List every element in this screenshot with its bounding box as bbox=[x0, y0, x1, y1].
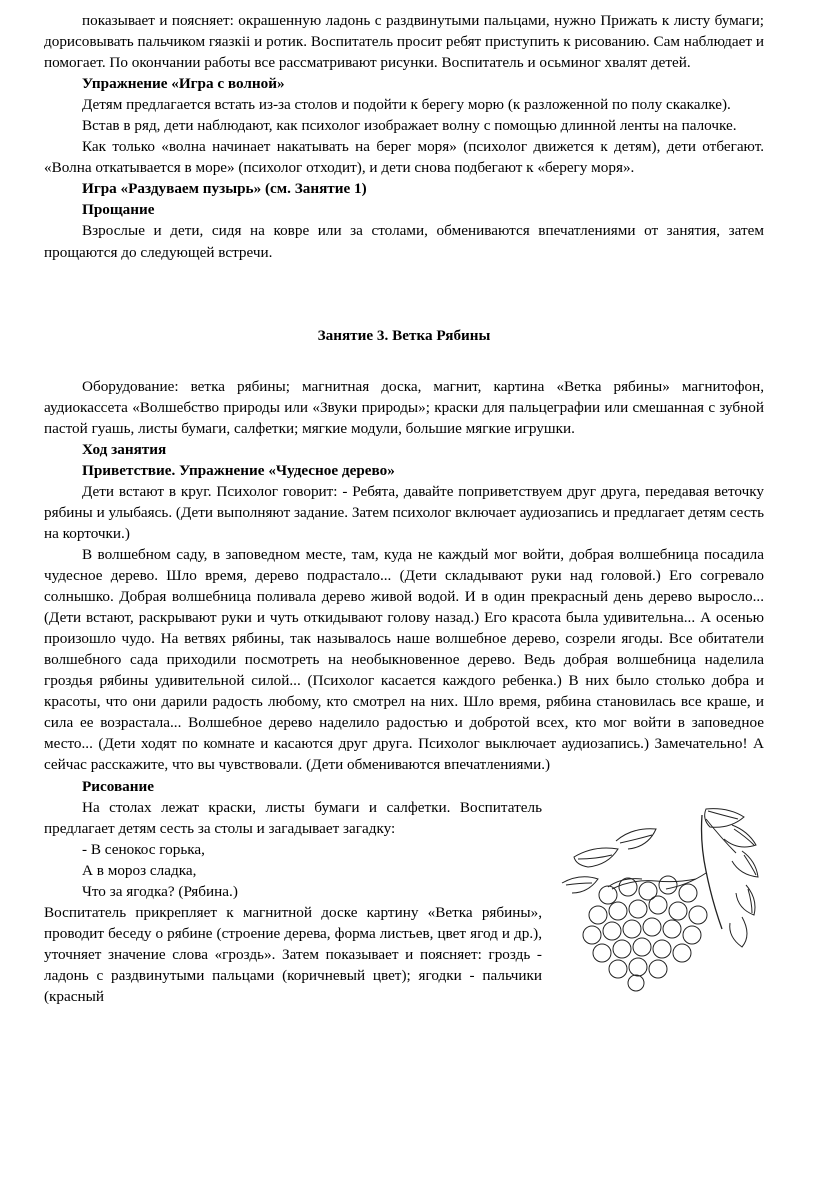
paragraph-heading: Прощание bbox=[82, 201, 155, 219]
heading-spacer bbox=[44, 346, 764, 376]
paragraph-heading: Приветствие. Упражнение «Чудесное дерево» bbox=[82, 461, 395, 479]
illustrated-block bbox=[44, 797, 764, 1007]
paragraph: Оборудование: ветка рябины; магнитная доска, магнит, картина «Ветка рябины» магнитофон, аудиокассета «Волшебство природы или «Звуки природы»; краски для пальцеграфии или смешанная с зубной пастой гуашь, листы бумаги, салфетки; мягкие модули, большие мягкие игрушки. bbox=[44, 377, 764, 437]
paragraph-heading: Ход занятия bbox=[82, 440, 167, 458]
rowan-branch-illustration bbox=[556, 799, 764, 995]
paragraph: Встав в ряд, дети наблюдают, как психолог изображает волну с помощью длинной ленты на палочке. bbox=[82, 117, 737, 135]
paragraph: показывает и поясняет: окрашенную ладонь с раздвинутыми пальцами, нужно Прижать к листу бумаги; дорисовывать пальчиком гяазкіі и ротик. Воспитатель просит ребят приступить к рисованию. Сам наблюдает и помогает. По окончании работы все рассматривают рисунки. Воспитатель и осьминог хвалят детей. bbox=[44, 12, 764, 72]
section-heading: Занятие 3. Ветка Рябины bbox=[317, 326, 491, 344]
paragraph-heading: Игра «Раздуваем пузырь» (см. Занятие 1) bbox=[82, 180, 367, 198]
paragraph: Взрослые и дети, сидя на ковре или за столами, обмениваются впечатлениями от занятия, затем прощаются до следующей встречи. bbox=[44, 222, 764, 261]
riddle-line: Что за ягодка? (Рябина.) bbox=[82, 882, 238, 900]
paragraph: Дети встают в круг. Психолог говорит: - Ребята, давайте поприветствуем друг друга, передавая веточку рябины и улыбаясь. (Дети выполняют задание. Затем психолог включает аудиозапись и предлагает детям сесть на корточки.) bbox=[44, 482, 764, 542]
paragraph: Как только «волна начинает накатывать на берег моря» (психолог движется к детям), дети отбегают. «Волна откатывается в море» (психолог отходит), и дети снова подбегают к «берегу моря». bbox=[44, 138, 764, 177]
document-body bbox=[44, 10, 764, 1007]
paragraph-heading: Рисование bbox=[82, 777, 155, 795]
paragraph: В волшебном саду, в заповедном месте, там, куда не каждый мог войти, добрая волшебница посадила чудесное дерево. Шло время, дерево подрастало... (Дети складывают руки над головой.) Его согревало солнышко. Добрая волшебница поливала дерево живой водой. И в один прекрасный день дерево выросло... (Дети встают, раскрывают руки и чуть откидывают голову назад.) Его красота была удивительна... А осенью произошло чудо. На ветвях рябины, так называлось наше волшебное дерево, созрели ягоды. Все обитатели волшебного сада приходили посмотреть на необыкновенное дерево. Ведь добрая волшебница наделила гроздья рябины удивительной силой... (Психолог касается каждого ребенка.) В них было столько добра и красоты, что они дарили радость любому, кто смотрел на них. Шло время, рябина становилась все краше, и сила ее возрастала... Волшебное дерево наделило радостью и добротой всех, кто мог войти в заповедное место... (Дети ходят по комнате и касаются друг друга. Психолог выключает аудиозапись.) Замечательно! А сейчас расскажите, что вы чувствовали. (Дети обмениваются впечатлениями.) bbox=[44, 545, 764, 774]
riddle-line: - В сенокос горька, bbox=[82, 840, 205, 858]
paragraph: На столах лежат краски, листы бумаги и салфетки. Воспитатель предлагает детям сесть за столы и загадывает загадку: bbox=[44, 798, 542, 837]
paragraph: Детям предлагается встать из-за столов и подойти к берегу морю (к разложенной по полу скакалке). bbox=[82, 96, 731, 114]
paragraph-heading: Упражнение «Игра с волной» bbox=[82, 75, 285, 93]
riddle-line: А в мороз сладка, bbox=[82, 861, 197, 879]
paragraph: Воспитатель прикрепляет к магнитной доске картину «Ветка рябины», проводит беседу о рябине (строение дерева, форма листьев, цвет ягод и др.), уточняет значение слова «гроздь». Затем показывает и поясняет: гроздь - ладонь с раздвинутыми пальцами (коричневый цвет); ягодки - пальчики (красный bbox=[44, 903, 542, 1005]
section-spacer bbox=[44, 263, 764, 325]
